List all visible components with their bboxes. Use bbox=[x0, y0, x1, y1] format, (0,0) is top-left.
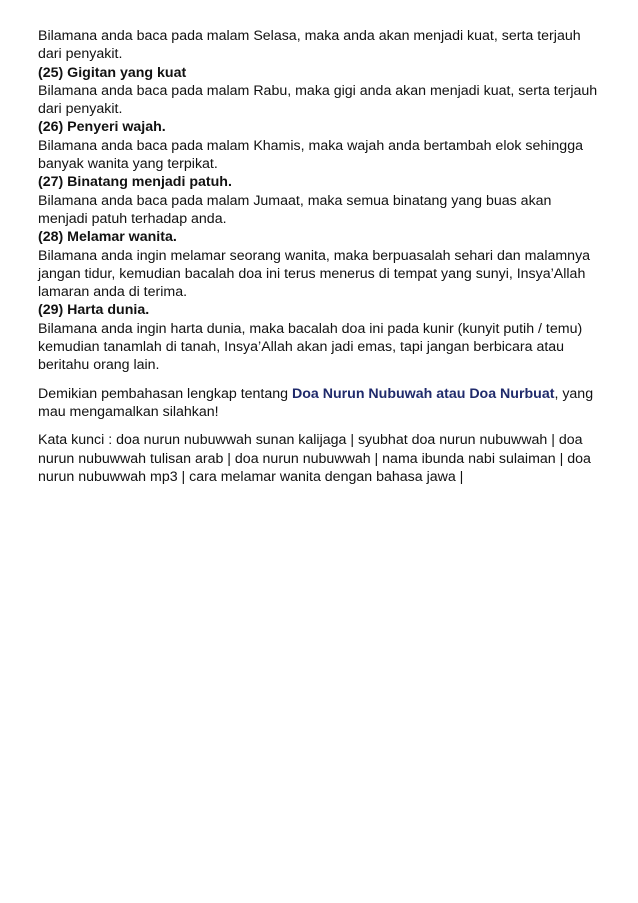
section-heading: (27) Binatang menjadi patuh. bbox=[38, 174, 232, 191]
article-body bbox=[38, 27, 604, 375]
section-heading: (29) Harta dunia. bbox=[38, 302, 150, 319]
keywords-paragraph: Kata kunci : doa nurun nubuwwah sunan kalijaga | syubhat doa nurun nubuwwah | doa nurun nubuwwah tulisan arab | doa nurun nubuwwah | nama ibunda nabi sulaiman | doa nurun nubuwwah mp3 | cara melamar wanita dengan bahasa jawa | bbox=[38, 432, 591, 485]
section-heading: (25) Gigitan yang kuat bbox=[38, 64, 187, 81]
conclusion-suffix: , yang mau mengamalkan silahkan! bbox=[38, 385, 594, 420]
paragraph: Bilamana anda baca pada malam Rabu, maka gigi anda akan menjadi kuat, serta terjauh dari penyakit. bbox=[38, 82, 598, 118]
conclusion-paragraph bbox=[38, 385, 604, 422]
paragraph: Bilamana anda baca pada malam Khamis, maka wajah anda bertambah elok sehingga banyak wanita yang terpikat. bbox=[38, 137, 583, 173]
paragraph: Bilamana anda ingin harta dunia, maka bacalah doa ini pada kunir (kunyit putih / temu) kemudian tanamlah di tanah, Insya’Allah akan jadi emas, tapi jangan berbicara atau beritahu orang lain. bbox=[38, 320, 583, 374]
article-title-link[interactable]: Doa Nurun Nubuwah atau Doa Nurbuat bbox=[291, 385, 555, 402]
paragraph: Bilamana anda baca pada malam Selasa, maka anda akan menjadi kuat, serta terjauh dari penyakit. bbox=[38, 28, 581, 63]
conclusion-prefix: Demikian pembahasan lengkap tentang bbox=[38, 385, 292, 402]
section-heading: (28) Melamar wanita. bbox=[38, 229, 177, 246]
document-page bbox=[38, 27, 604, 486]
paragraph: Bilamana anda baca pada malam Jumaat, maka semua binatang yang buas akan menjadi patuh terhadap anda. bbox=[38, 192, 552, 227]
section-heading: (26) Penyeri wajah. bbox=[38, 119, 166, 136]
paragraph: Bilamana anda ingin melamar seorang wanita, maka berpuasalah sehari dan malamnya jangan tidur, kemudian bacalah doa ini terus menerus di tempat yang sunyi, Insya’Allah lamaran anda di terima. bbox=[38, 247, 591, 301]
